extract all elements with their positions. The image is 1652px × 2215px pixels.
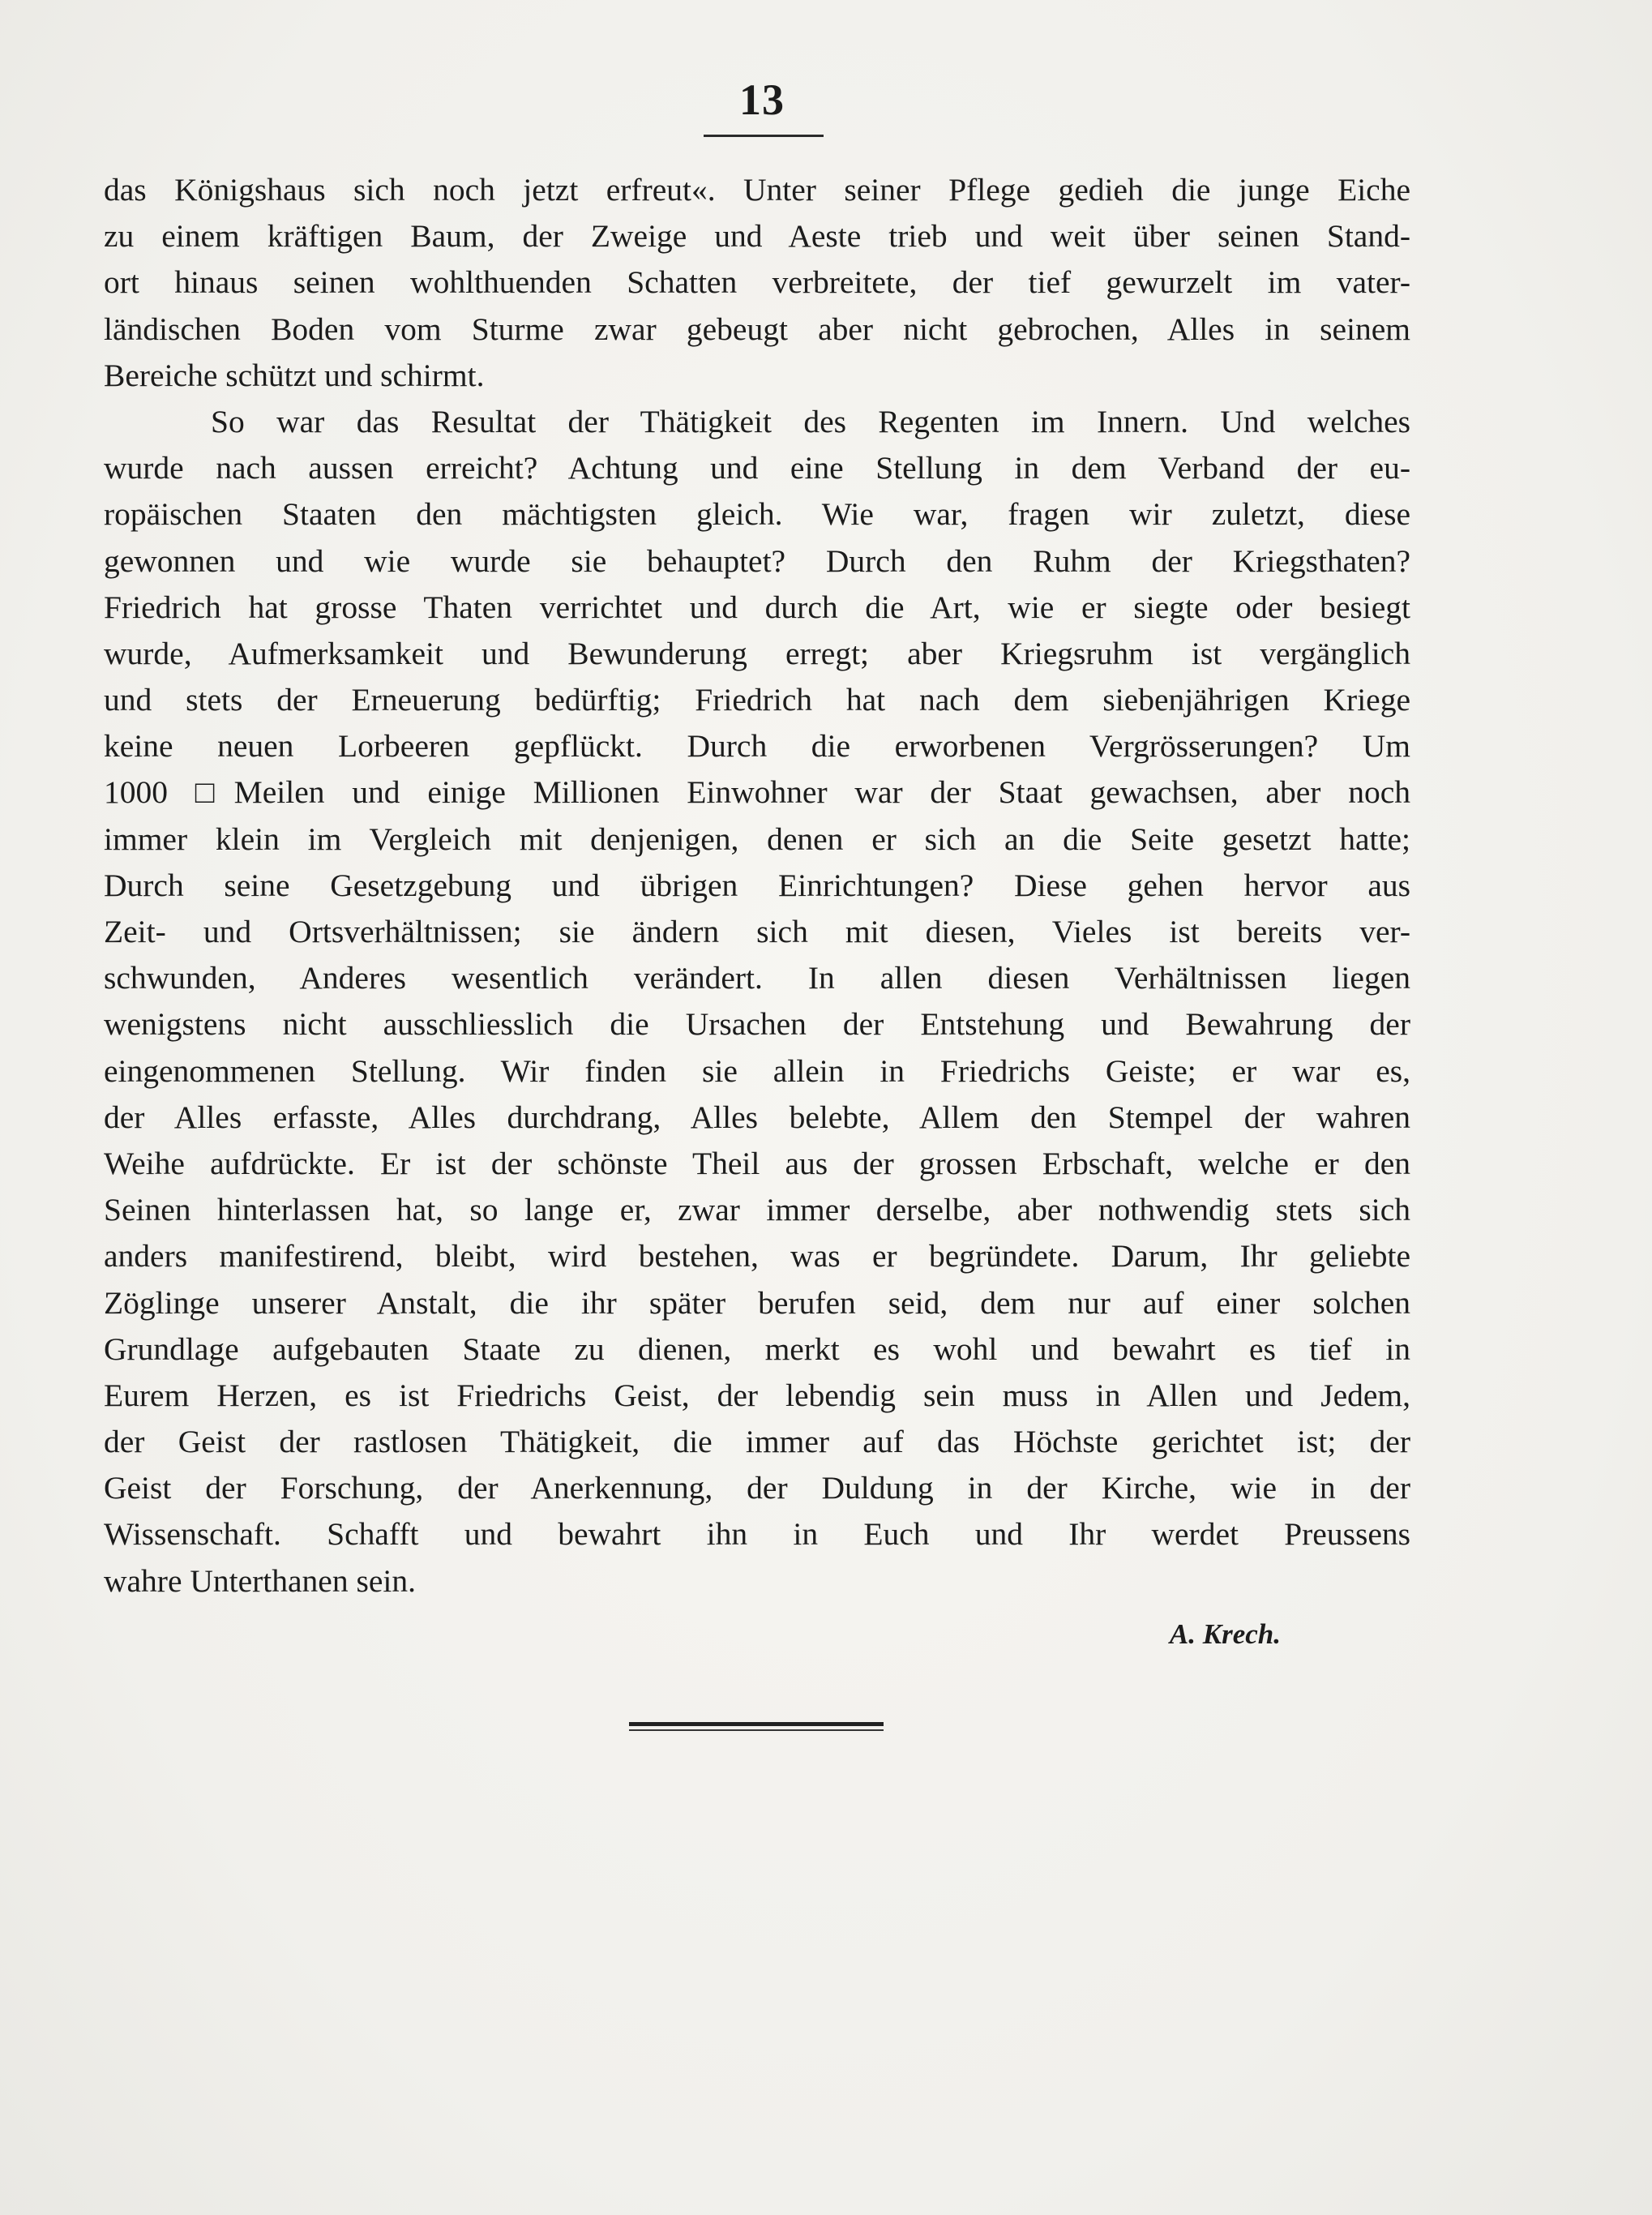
author-signature: A. Krech. <box>1169 1618 1281 1650</box>
text-line: ort hinaus seinen wohlthuenden Schatten verbreitete, der tief gewurzelt im vater- <box>104 264 1410 301</box>
text-line: Weihe aufdrückte. Er ist der schönste Theil aus der grossen Erbschaft, welche er den <box>104 1145 1410 1181</box>
text-line: und stets der Erneuerung bedürftig; Friedrich hat nach dem siebenjährigen Kriege <box>104 682 1410 718</box>
text-line: Bereiche schützt und schirmt. <box>104 357 485 393</box>
page-number: 13 <box>739 75 785 124</box>
text-line: das Königshaus sich noch jetzt erfreut«. Unter seiner Pflege gedieh die junge Eiche <box>104 172 1410 208</box>
closing-rule <box>629 1722 884 1726</box>
text-line: Geist der Forschung, der Anerkennung, der Duldung in der Kirche, wie in der <box>104 1470 1410 1506</box>
text-line: 1000 □Meilen und einige Millionen Einwohner war der Staat gewachsen, aber noch <box>104 774 1410 811</box>
text-line: Zöglinge unserer Anstalt, die ihr später berufen seid, dem nur auf einer solchen <box>104 1284 1410 1321</box>
page-number-rule <box>704 135 824 137</box>
text-line: wurde, Aufmerksamkeit und Bewunderung erregt; aber Kriegsruhm ist vergänglich <box>104 635 1410 671</box>
body-text <box>104 167 1410 1604</box>
text-line: anders manifestirend, bleibt, wird bestehen, was er begründete. Darum, Ihr geliebte <box>104 1238 1410 1275</box>
text-line: der Geist der rastlosen Thätigkeit, die immer auf das Höchste gerichtet ist; der <box>104 1424 1410 1460</box>
text-line: zu einem kräftigen Baum, der Zweige und Aeste trieb und weit über seinen Stand- <box>104 218 1410 255</box>
text-line: wenigstens nicht ausschliesslich die Ursachen der Entstehung und Bewahrung der <box>104 1006 1410 1043</box>
text-line: ropäischen Staaten den mächtigsten gleich. Wie war, fragen wir zuletzt, diese <box>104 496 1410 533</box>
text-line: Friedrich hat grosse Thaten verrichtet und durch die Art, wie er siegte oder besiegt <box>104 589 1410 625</box>
text-line: Eurem Herzen, es ist Friedrichs Geist, der lebendig sein muss in Allen und Jedem, <box>104 1377 1410 1413</box>
text-line: Zeit- und Ortsverhältnissen; sie ändern sich mit diesen, Vieles ist bereits ver- <box>104 914 1410 949</box>
text-line: der Alles erfasste, Alles durchdrang, Alles belebte, Allem den Stempel der wahren <box>104 1099 1410 1135</box>
text-line: Grundlage aufgebauten Staate zu dienen, merkt es wohl und bewahrt es tief in <box>104 1330 1410 1367</box>
text-line: Seinen hinterlassen hat, so lange er, zwar immer derselbe, aber nothwendig stets sich <box>104 1192 1410 1228</box>
text-line: wahre Unterthanen sein. <box>104 1562 416 1599</box>
text-line: gewonnen und wie wurde sie behauptet? Durch den Ruhm der Kriegsthaten? <box>104 542 1410 579</box>
text-line: schwunden, Anderes wesentlich verändert. In allen diesen Verhältnissen liegen <box>104 960 1410 996</box>
text-line: immer klein im Vergleich mit denjenigen, denen er sich an die Seite gesetzt hatte; <box>104 820 1410 857</box>
text-line: Durch seine Gesetzgebung und übrigen Einrichtungen? Diese gehen hervor aus <box>104 867 1410 903</box>
text-line: ländischen Boden vom Sturme zwar gebeugt aber nicht gebrochen, Alles in seinem <box>104 311 1410 347</box>
text-line: keine neuen Lorbeeren gepflückt. Durch die erworbenen Vergrösserungen? Um <box>104 728 1410 765</box>
text-line: So war das Resultat der Thätigkeit des Regenten im Innern. Und welches <box>211 403 1410 439</box>
text-line: Wissenschaft. Schafft und bewahrt ihn in Euch und Ihr werdet Preussens <box>104 1516 1410 1553</box>
text-line: wurde nach aussen erreicht? Achtung und eine Stellung in dem Verband der eu- <box>104 450 1410 486</box>
text-line: eingenommenen Stellung. Wir finden sie allein in Friedrichs Geiste; er war es, <box>104 1052 1410 1089</box>
